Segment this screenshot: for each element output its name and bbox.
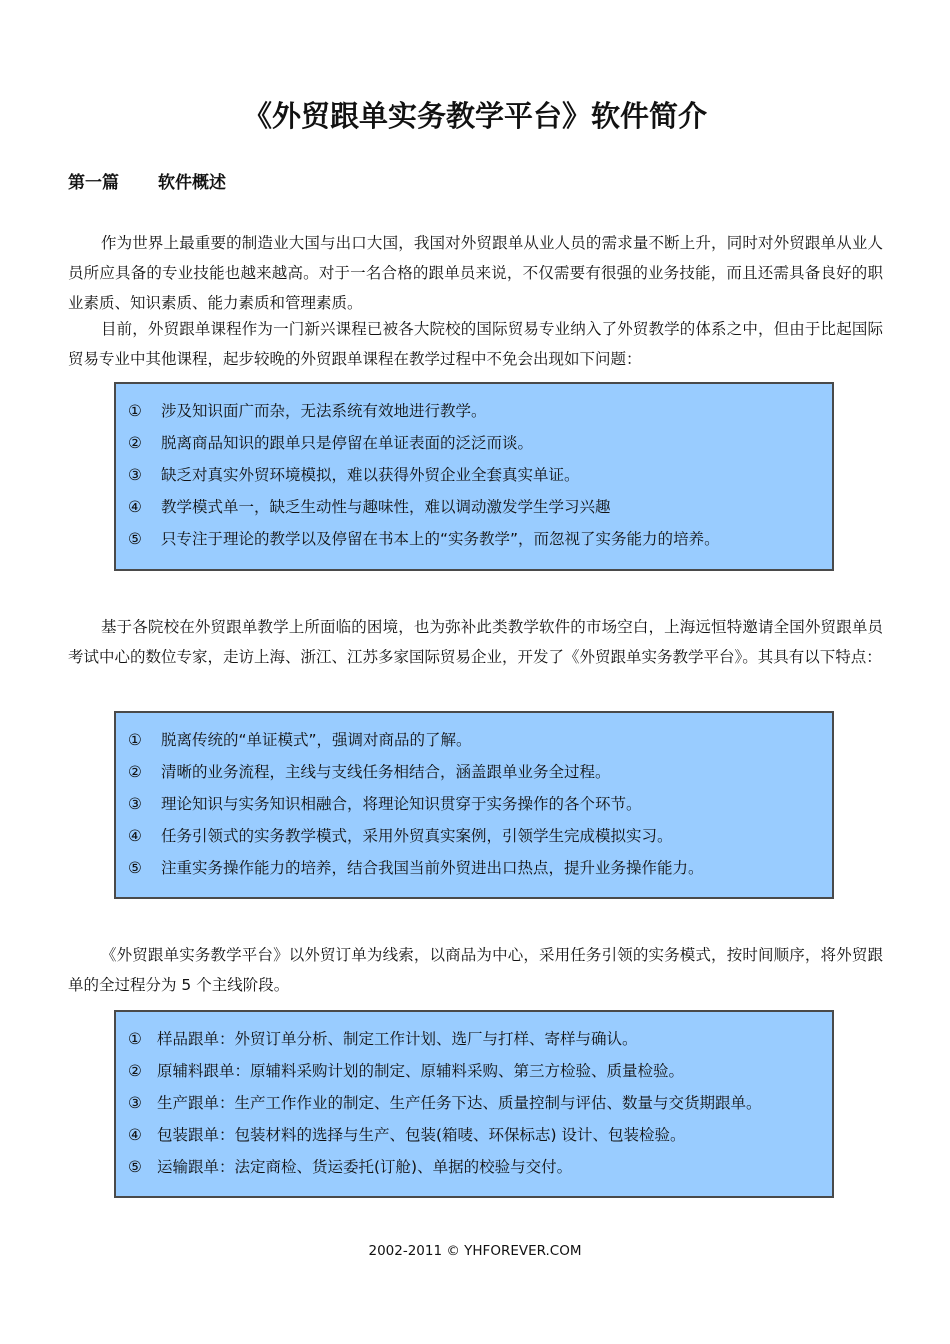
stages-box bbox=[114, 1010, 834, 1198]
list-text: 脱离商品知识的跟单只是停留在单证表面的泛泛而谈。 bbox=[161, 434, 534, 452]
list-number: ⑤ bbox=[128, 530, 142, 548]
list-text: 生产跟单：生产工作作业的制定、生产任务下达、质量控制与评估、数量与交货期跟单。 bbox=[157, 1094, 762, 1112]
problems-box bbox=[114, 382, 834, 571]
problems-list bbox=[128, 395, 832, 555]
list-item bbox=[128, 1151, 832, 1183]
list-number: ① bbox=[128, 1030, 142, 1048]
list-item bbox=[128, 788, 832, 820]
list-item bbox=[128, 523, 832, 555]
list-item bbox=[128, 395, 832, 427]
features-box bbox=[114, 711, 834, 899]
list-text: 包装跟单：包装材料的选择与生产、包装(箱唛、环保标志) 设计、包装检验。 bbox=[157, 1126, 686, 1144]
list-item bbox=[128, 491, 832, 523]
features-list bbox=[128, 724, 832, 884]
list-text: 运输跟单：法定商检、货运委托(订舱)、单据的校验与交付。 bbox=[157, 1158, 573, 1176]
list-number: ① bbox=[128, 731, 142, 749]
list-text: 清晰的业务流程，主线与支线任务相结合，涵盖跟单业务全过程。 bbox=[161, 763, 611, 781]
list-text: 注重实务操作能力的培养，结合我国当前外贸进出口热点，提升业务操作能力。 bbox=[161, 859, 704, 877]
list-item bbox=[128, 1055, 832, 1087]
list-text: 样品跟单：外贸订单分析、制定工作计划、选厂与打样、寄样与确认。 bbox=[157, 1030, 638, 1048]
list-number: ④ bbox=[128, 827, 142, 845]
stages-list bbox=[128, 1023, 832, 1183]
list-item bbox=[128, 852, 832, 884]
list-item bbox=[128, 1087, 832, 1119]
list-item bbox=[128, 1023, 832, 1055]
list-text: 缺乏对真实外贸环境模拟，难以获得外贸企业全套真实单证。 bbox=[161, 466, 580, 484]
list-number: ① bbox=[128, 402, 142, 420]
list-number: ② bbox=[128, 1062, 142, 1080]
list-text: 脱离传统的“单证模式”，强调对商品的了解。 bbox=[161, 731, 472, 749]
list-text: 任务引领式的实务教学模式，采用外贸真实案例，引领学生完成模拟实习。 bbox=[161, 827, 673, 845]
intro-paragraph: 作为世界上最重要的制造业大国与出口大国，我国对外贸跟单从业人员的需求量不断上升，同时对外贸跟单从业人员所应具备的专业技能也越来越高。对于一名合格的跟单员来说，不仅需要有很强的业务技能，而且还需具备良好的职业素质、知识素质、能力素质和管理素质。 bbox=[68, 234, 883, 312]
list-number: ⑤ bbox=[128, 859, 142, 877]
list-item bbox=[128, 724, 832, 756]
list-item bbox=[128, 1119, 832, 1151]
page-footer: 2002-2011 © YHFOREVER.COM bbox=[368, 1243, 582, 1259]
list-number: ③ bbox=[128, 1094, 142, 1112]
list-text: 原辅料跟单：原辅料采购计划的制定、原辅料采购、第三方检验、质量检验。 bbox=[157, 1062, 685, 1080]
list-text: 涉及知识面广而杂，无法系统有效地进行教学。 bbox=[161, 402, 487, 420]
list-item bbox=[128, 459, 832, 491]
list-number: ③ bbox=[128, 466, 142, 484]
problem-intro-paragraph: 目前，外贸跟单课程作为一门新兴课程已被各大院校的国际贸易专业纳入了外贸教学的体系之中，但由于比起国际贸易专业中其他课程，起步较晚的外贸跟单课程在教学过程中不免会出现如下问题： bbox=[68, 320, 883, 368]
section-heading bbox=[68, 170, 226, 196]
list-text: 只专注于理论的教学以及停留在书本上的“实务教学”，而忽视了实务能力的培养。 bbox=[161, 530, 720, 548]
list-text: 理论知识与实务知识相融合，将理论知识贯穿于实务操作的各个环节。 bbox=[161, 795, 642, 813]
list-number: ④ bbox=[128, 498, 142, 516]
list-item bbox=[128, 756, 832, 788]
stages-intro-paragraph: 《外贸跟单实务教学平台》以外贸订单为线索，以商品为中心，采用任务引领的实务模式，按时间顺序，将外贸跟单的全过程分为 5 个主线阶段。 bbox=[68, 946, 883, 994]
list-text: 教学模式单一，缺乏生动性与趣味性，难以调动激发学生学习兴趣 bbox=[161, 498, 611, 516]
list-item bbox=[128, 427, 832, 459]
section-number: 第一篇 bbox=[68, 173, 119, 193]
features-intro-paragraph: 基于各院校在外贸跟单教学上所面临的困境，也为弥补此类教学软件的市场空白，上海远恒特邀请全国外贸跟单员考试中心的数位专家，走访上海、浙江、江苏多家国际贸易企业，开发了《外贸跟单实务教学平台》。其具有以下特点： bbox=[68, 618, 883, 666]
list-number: ④ bbox=[128, 1126, 142, 1144]
page-title: 《外贸跟单实务教学平台》软件简介 bbox=[242, 99, 707, 133]
section-name: 软件概述 bbox=[158, 173, 226, 193]
list-number: ② bbox=[128, 434, 142, 452]
list-number: ⑤ bbox=[128, 1158, 142, 1176]
list-item bbox=[128, 820, 832, 852]
list-number: ③ bbox=[128, 795, 142, 813]
list-number: ② bbox=[128, 763, 142, 781]
